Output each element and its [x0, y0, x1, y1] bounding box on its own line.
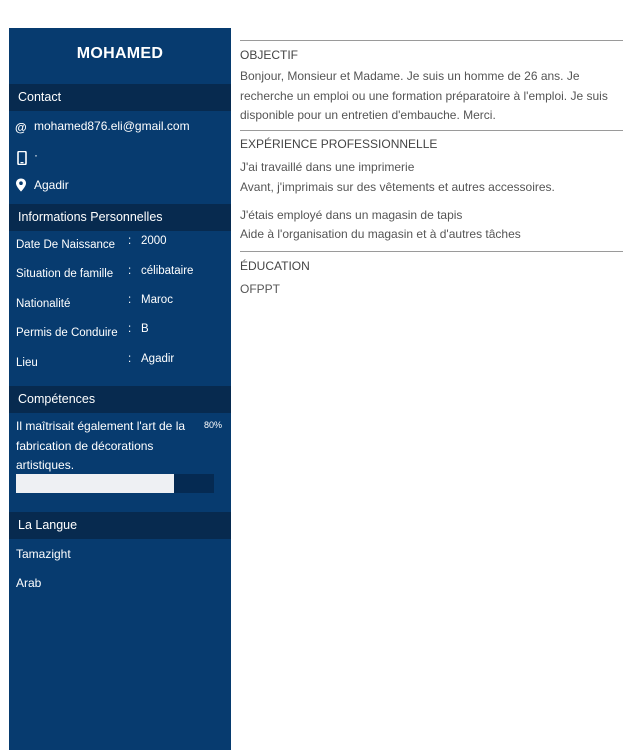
- language-item: Tamazight: [16, 547, 71, 561]
- experience-item-title: J'ai travaillé dans une imprimerie: [240, 160, 415, 174]
- education-title: ÉDUCATION: [240, 259, 310, 273]
- sidebar: [9, 28, 231, 750]
- personal-colon: :: [128, 353, 132, 365]
- section-divider: [240, 130, 623, 131]
- contact-phone[interactable]: ·: [34, 148, 38, 162]
- skill-percent: 80%: [204, 420, 223, 430]
- personal-label-place: Lieu: [16, 357, 38, 369]
- contact-city: Agadir: [34, 178, 69, 192]
- experience-item-title: J'étais employé dans un magasin de tapis: [240, 208, 463, 222]
- personal-value-driving-license: B: [141, 323, 149, 335]
- skills-header: Compétences: [9, 386, 231, 413]
- skill-progress-bar: [16, 474, 214, 493]
- personal-colon: :: [128, 323, 132, 335]
- personal-colon: :: [128, 265, 132, 277]
- education-item: OFPPT: [240, 282, 281, 296]
- skill-progress-fill: [16, 474, 174, 493]
- section-divider: [240, 251, 623, 252]
- location-pin-icon: [15, 178, 27, 192]
- contact-email[interactable]: mohamed876.eli@gmail.com: [34, 119, 190, 133]
- personal-label-nationality: Nationalité: [16, 298, 71, 310]
- skill-description: Il maîtrisait également l'art de la fabrication de décorations artistiques.: [16, 419, 186, 472]
- experience-item-detail: Avant, j'imprimais sur des vêtements et autres accessoires.: [240, 180, 555, 194]
- personal-value-place: Agadir: [141, 353, 175, 365]
- languages-header: La Langue: [9, 512, 231, 539]
- personal-label-birthdate: Date De Naissance: [16, 239, 116, 251]
- contact-header: Contact: [9, 84, 231, 111]
- phone-icon: [16, 151, 28, 165]
- personal-value-birthdate: 2000: [141, 235, 167, 247]
- personal-info-header: Informations Personnelles: [9, 204, 231, 231]
- svg-text:@: @: [15, 120, 27, 134]
- personal-colon: :: [128, 294, 132, 306]
- language-item: Arab: [16, 576, 42, 590]
- personal-label-driving-license: Permis de Conduire: [16, 327, 118, 339]
- objective-text: Bonjour, Monsieur et Madame. Je suis un homme de 26 ans. Je recherche un emploi ou une formation préparatoire à l'emploi. Je suis disponible pour un entretien d'embauche. Merci.: [240, 69, 608, 122]
- section-divider: [240, 40, 623, 41]
- personal-label-family-status: Situation de famille: [16, 268, 114, 280]
- personal-value-family-status: célibataire: [141, 265, 194, 277]
- objective-title: OBJECTIF: [240, 48, 299, 62]
- experience-item-detail: Aide à l'organisation du magasin et à d'autres tâches: [240, 227, 521, 241]
- personal-value-nationality: Maroc: [141, 294, 173, 306]
- candidate-name: MOHAMED: [76, 45, 164, 62]
- experience-title: EXPÉRIENCE PROFESSIONNELLE: [240, 137, 438, 151]
- at-icon: [15, 120, 27, 134]
- personal-colon: :: [128, 235, 132, 247]
